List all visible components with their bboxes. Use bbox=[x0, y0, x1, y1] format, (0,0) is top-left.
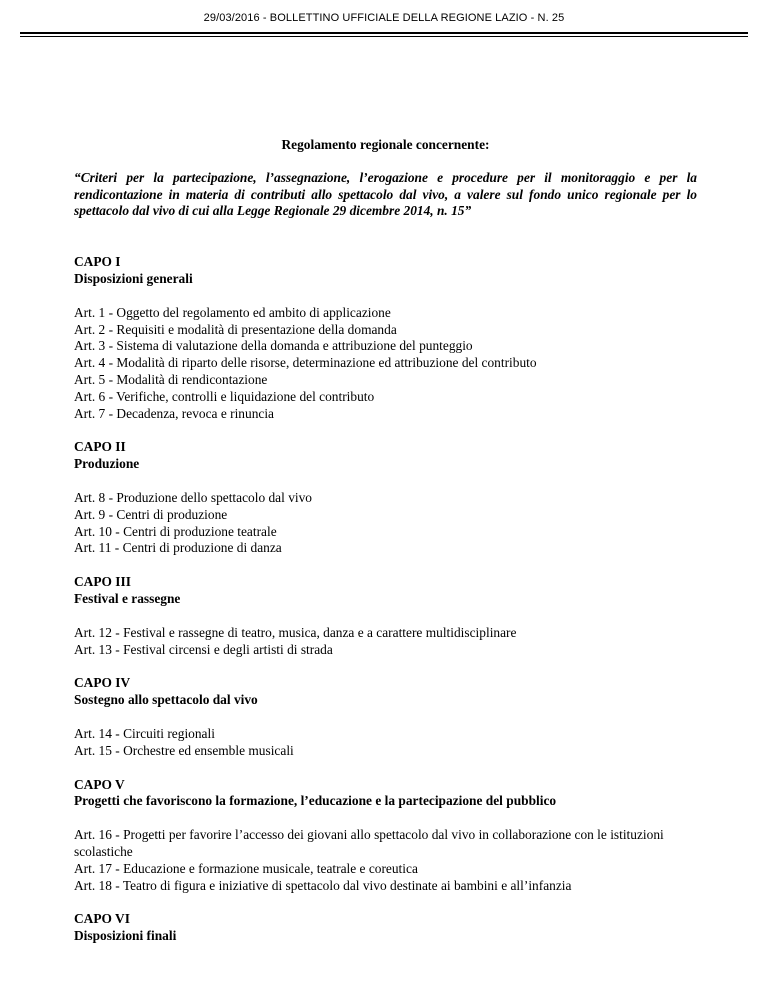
capo-number: CAPO I bbox=[74, 254, 121, 270]
article-item: Art. 9 - Centri di produzione bbox=[74, 506, 228, 522]
capo-header bbox=[74, 254, 697, 288]
capo-number: CAPO V bbox=[74, 776, 125, 792]
article-item: Art. 18 - Teatro di figura e iniziative di spettacolo dal vivo destinate ai bambini e all’infanzia bbox=[74, 877, 572, 893]
article-item: Art. 3 - Sistema di valutazione della domanda e attribuzione del punteggio bbox=[74, 338, 473, 354]
article-item: Art. 15 - Orchestre ed ensemble musicali bbox=[74, 742, 294, 758]
capo-header bbox=[74, 439, 697, 473]
running-head: 29/03/2016 - BOLLETTINO UFFICIALE DELLA REGIONE LAZIO - N. 25 bbox=[203, 12, 565, 24]
article-item: Art. 13 - Festival circensi e degli artisti di strada bbox=[74, 641, 333, 657]
document-body bbox=[74, 137, 697, 962]
article-item: Art. 11 - Centri di produzione di danza bbox=[74, 540, 282, 556]
capo-name: Festival e rassegne bbox=[74, 590, 181, 606]
capo-header bbox=[74, 911, 697, 945]
capo-header bbox=[74, 675, 697, 709]
article-item: Art. 2 - Requisiti e modalità di presentazione della domanda bbox=[74, 321, 397, 337]
article-item: Art. 10 - Centri di produzione teatrale bbox=[74, 523, 277, 539]
article-item: Art. 14 - Circuiti regionali bbox=[74, 725, 215, 741]
capo-section bbox=[74, 574, 697, 658]
capo-header bbox=[74, 777, 697, 811]
capo-number: CAPO IV bbox=[74, 675, 131, 691]
capo-name: Progetti che favoriscono la formazione, l’educazione e la partecipazione del pubblico bbox=[74, 793, 557, 809]
article-item: Art. 16 - Progetti per favorire l’accesso dei giovani allo spettacolo dal vivo in collaborazione con le istituzioni scolastiche bbox=[74, 827, 664, 859]
capo-number: CAPO VI bbox=[74, 911, 130, 927]
capo-number: CAPO II bbox=[74, 439, 126, 455]
article-item: Art. 7 - Decadenza, revoca e rinuncia bbox=[74, 405, 275, 421]
article-item: Art. 4 - Modalità di riparto delle risorse, determinazione ed attribuzione del contributo bbox=[74, 355, 537, 371]
article-item: Art. 12 - Festival e rassegne di teatro, musica, danza e a carattere multidisciplinare bbox=[74, 624, 517, 640]
capo-number: CAPO III bbox=[74, 574, 131, 590]
capo-section bbox=[74, 439, 697, 557]
article-item: Art. 6 - Verifiche, controlli e liquidazione del contributo bbox=[74, 388, 375, 404]
capo-section bbox=[74, 675, 697, 759]
capo-header bbox=[74, 574, 697, 608]
capo-section bbox=[74, 911, 697, 945]
document-title: Regolamento regionale concernente: bbox=[281, 137, 490, 152]
capo-section bbox=[74, 254, 697, 422]
capo-name: Disposizioni generali bbox=[74, 270, 193, 286]
capo-section bbox=[74, 777, 697, 895]
article-item: Art. 5 - Modalità di rendicontazione bbox=[74, 371, 268, 387]
capo-name: Produzione bbox=[74, 456, 140, 472]
article-item: Art. 1 - Oggetto del regolamento ed ambito di applicazione bbox=[74, 304, 391, 320]
capo-name: Sostegno allo spettacolo dal vivo bbox=[74, 692, 258, 708]
header-rule-thick bbox=[20, 32, 748, 34]
header-rule-thin bbox=[20, 36, 748, 37]
capo-name: Disposizioni finali bbox=[74, 928, 177, 944]
article-item: Art. 17 - Educazione e formazione musicale, teatrale e coreutica bbox=[74, 860, 418, 876]
article-item: Art. 8 - Produzione dello spettacolo dal vivo bbox=[74, 489, 313, 505]
document-subtitle: “Criteri per la partecipazione, l’assegnazione, l’erogazione e procedure per il monitoraggio e per la rendicontazione in materia di contributi allo spettacolo dal vivo, a valere sul fondo unico regionale per lo spettacolo dal vivo di cui alla Legge Regionale 29 dicembre 2014, n. 15” bbox=[74, 169, 697, 219]
